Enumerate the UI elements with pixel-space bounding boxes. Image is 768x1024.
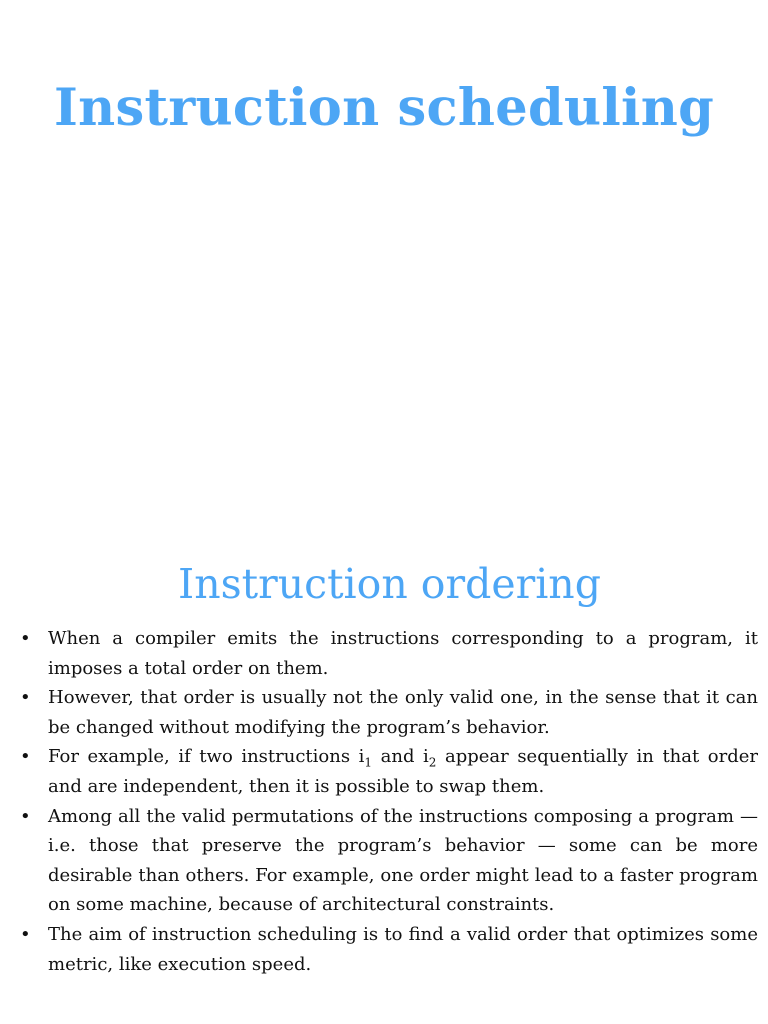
list-item: [20, 802, 758, 920]
list-item: [20, 624, 758, 683]
bullet-text: However, that order is usually not the only valid one, in the sense that it can be changed without modifying the program’s behavior.: [48, 687, 758, 738]
section-title: Instruction ordering: [178, 560, 601, 608]
bullet-text-part: and i: [372, 746, 429, 768]
bullet-text-part: appear sequentially in that order and are independent, then it is possible to swap them.: [48, 746, 759, 797]
list-item: [20, 742, 758, 801]
bullet-text-part: For example, if two instructions i: [48, 746, 365, 768]
list-item: [20, 920, 758, 979]
bullet-dot: •: [20, 628, 31, 649]
slide-title: Instruction scheduling: [53, 78, 715, 138]
bullet-dot: •: [20, 746, 31, 768]
bullet-text: When a compiler emits the instructions corresponding to a program, it imposes a total order on them.: [48, 628, 758, 679]
subscript: 1: [364, 755, 373, 770]
bullet-dot: •: [20, 805, 31, 827]
list-item: [20, 683, 758, 742]
bullet-list: [20, 624, 758, 979]
subscript: 2: [428, 755, 437, 770]
bullet-text: [48, 742, 758, 801]
bullet-dot: •: [20, 687, 31, 709]
bullet-text: Among all the valid permutations of the instructions composing a program — i.e. those that preserve the program’s behavior — some can be more desirable than others. For example, one order might lead to a faster program on some machine, because of architectural constraints.: [48, 805, 758, 916]
bullet-text: The aim of instruction scheduling is to find a valid order that optimizes some metric, like execution speed.: [48, 923, 758, 975]
bullet-dot: •: [20, 923, 31, 945]
